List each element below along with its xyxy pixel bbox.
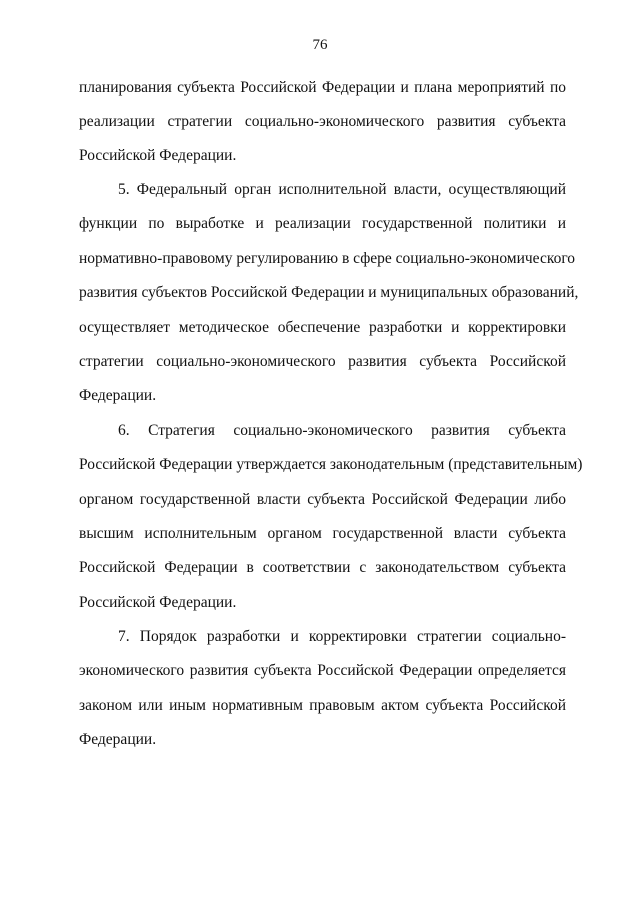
- paragraph-line: 5. Федеральный орган исполнительной власти, осуществляющий: [118, 181, 566, 198]
- paragraph-line: развития субъектов Российской Федерации и муниципальных образований,: [79, 284, 579, 301]
- paragraph-line: экономического развития субъекта Российской Федерации определяется: [79, 662, 566, 679]
- paragraph-line: Российской Федерации утверждается законодательным (представительным): [79, 456, 583, 473]
- paragraph-line: нормативно-правовому регулированию в сфере социально-экономического: [79, 250, 576, 267]
- paragraph-line: Российской Федерации в соответствии с законодательством субъекта: [79, 559, 566, 576]
- paragraph-line: высшим исполнительным органом государственной власти субъекта: [79, 525, 566, 542]
- paragraph-line: осуществляет методическое обеспечение разработки и корректировки: [79, 319, 566, 336]
- paragraph-line: 6. Стратегия социально-экономического развития субъекта: [118, 422, 566, 439]
- paragraph-line: 7. Порядок разработки и корректировки стратегии социально-: [118, 628, 566, 645]
- paragraph-line: Российской Федерации.: [79, 594, 237, 611]
- page-number: 76: [312, 37, 328, 53]
- paragraph-line: Федерации.: [79, 387, 157, 404]
- paragraph-line: органом государственной власти субъекта Российской Федерации либо: [79, 491, 566, 508]
- paragraph-line: Федерации.: [79, 731, 157, 748]
- paragraph-line: реализации стратегии социально-экономического развития субъекта: [79, 113, 566, 130]
- paragraph-line: законом или иным нормативным правовым актом субъекта Российской: [79, 697, 566, 714]
- paragraph-line: Российской Федерации.: [79, 147, 237, 164]
- paragraph-line: планирования субъекта Российской Федерации и плана мероприятий по: [79, 79, 566, 96]
- paragraph-line: функции по выработке и реализации государственной политики и: [79, 215, 566, 232]
- paragraph-line: стратегии социально-экономического развития субъекта Российской: [79, 353, 566, 370]
